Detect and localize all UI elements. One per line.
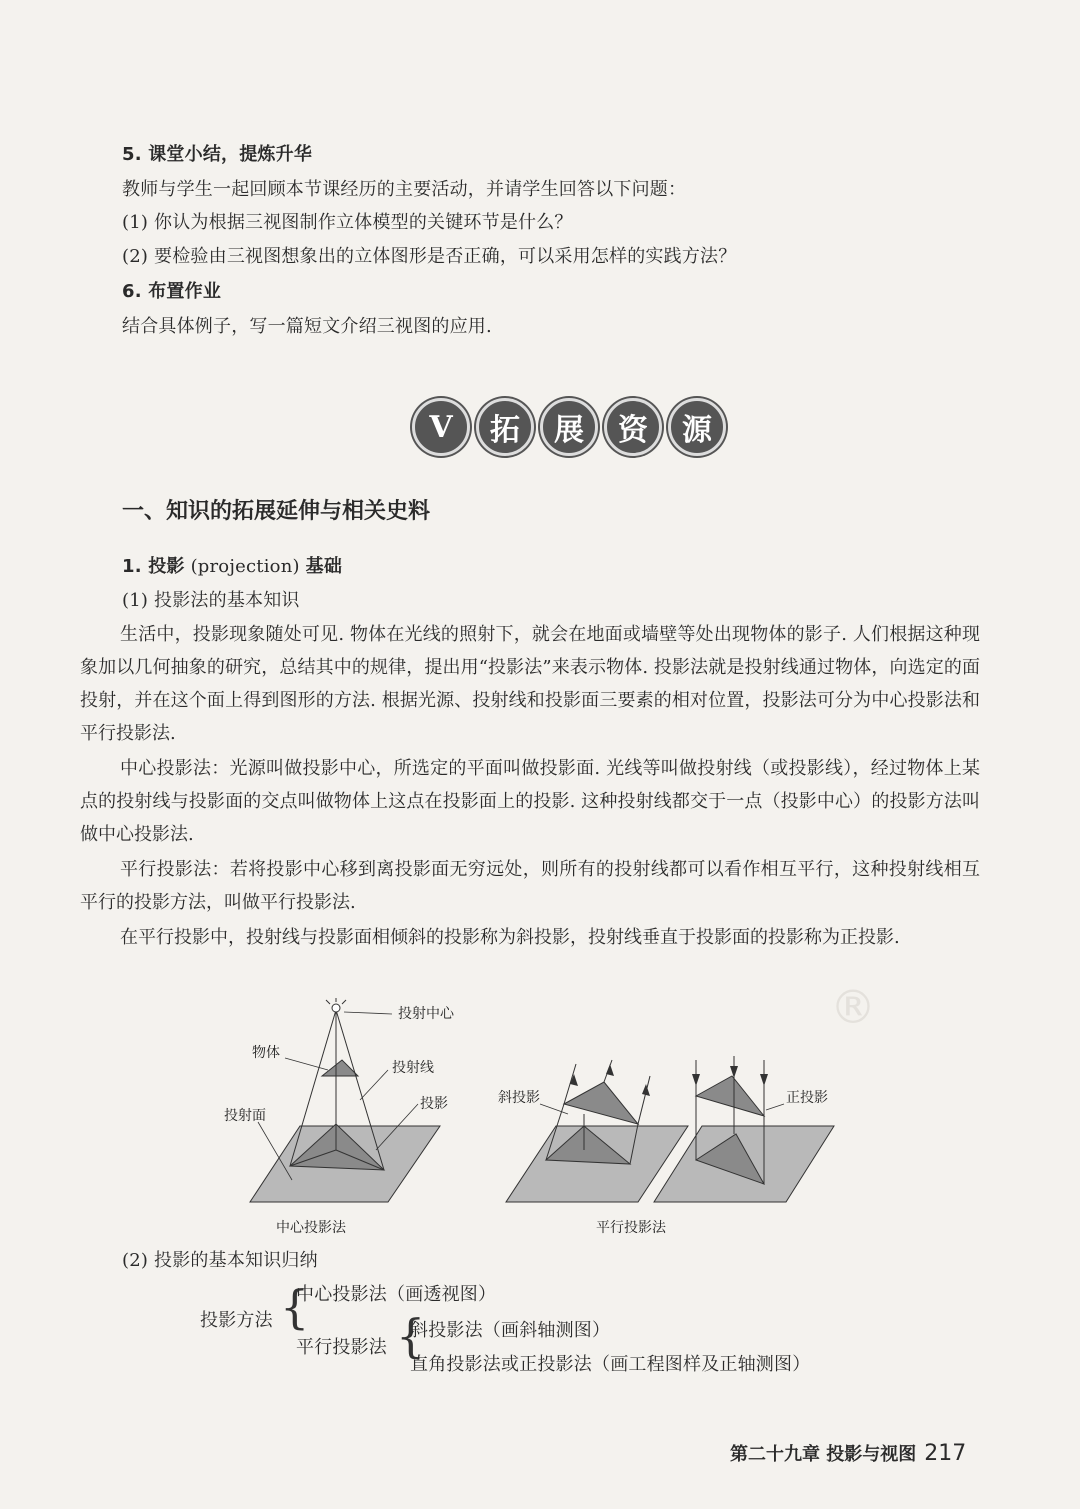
oblique-ray-3 bbox=[638, 1076, 650, 1124]
paragraph-parallel-projection: 平行投影法：若将投影中心移到离投影面无穷远处，则所有的投射线都可以看作相互平行，这种投射线相互平行的投影方法，叫做平行投影法. bbox=[80, 859, 980, 913]
label-projection: 投影 bbox=[420, 1096, 448, 1112]
paragraph-projection-basics: 生活中，投影现象随处可见. 物体在光线的照射下，就会在地面或墙壁等处出现物体的影子. 人们根据这种现象加以几何抽象的研究，总结其中的规律，提出用“投影法”来表示物体. 投影法就是投射线通过物体，向选定的面投射，并在这个面上得到图形的方法. 根据光源、投射线和投影面三要素的相对位置，投影法可分为中心投影法和平行投影法. bbox=[80, 624, 980, 744]
caption-parallel-projection: 平行投影法 bbox=[596, 1220, 666, 1236]
tree-root: 投影方法 bbox=[200, 1310, 273, 1331]
subsection-1-suffix: 基础 bbox=[305, 556, 343, 577]
label-projection-center: 投射中心 bbox=[398, 1006, 454, 1022]
label-object: 物体 bbox=[252, 1045, 280, 1061]
label-projection-plane: 投射面 bbox=[224, 1108, 266, 1124]
section-6-title: 6. 布置作业 bbox=[122, 281, 222, 302]
brace-root: { bbox=[280, 1280, 310, 1334]
question-2: (2) 要检验由三视图想象出的立体图形是否正确，可以采用怎样的实践方法？ bbox=[122, 246, 737, 267]
expansion-resources-banner bbox=[412, 398, 726, 456]
page-footer bbox=[730, 1440, 966, 1466]
registered-mark-watermark: ® bbox=[830, 980, 876, 1034]
section-5-title: 5. 课堂小结，提炼升华 bbox=[122, 144, 313, 165]
tree-oblique-projection: 斜投影法（画斜轴测图） bbox=[410, 1320, 611, 1341]
oblique-object-triangle bbox=[564, 1082, 638, 1124]
projection-figure bbox=[0, 990, 1080, 1245]
tree-orthographic-projection: 直角投影法或正投影法（画工程图样及正轴测图） bbox=[410, 1354, 811, 1375]
label-projection-ray: 投射线 bbox=[392, 1060, 434, 1076]
subsection-1-prefix: 1. 投影 bbox=[122, 556, 185, 577]
tree-parallel-projection: 平行投影法 bbox=[296, 1337, 387, 1358]
subsection-1-title bbox=[122, 552, 342, 578]
tree-central-projection: 中心投影法（画透视图） bbox=[296, 1284, 497, 1305]
section-1-heading: 一、知识的拓展延伸与相关史料 bbox=[122, 499, 431, 524]
brace-parallel: { bbox=[396, 1309, 426, 1363]
label-orthographic-projection: 正投影 bbox=[786, 1090, 828, 1106]
label-oblique-projection: 斜投影 bbox=[498, 1090, 540, 1106]
banner-char-1: 拓 bbox=[476, 398, 534, 456]
summary-title: (2) 投影的基本知识归纳 bbox=[122, 1250, 318, 1271]
page-number: 217 bbox=[924, 1441, 967, 1466]
section-6-text: 结合具体例子，写一篇短文介绍三视图的应用. bbox=[122, 316, 492, 337]
caption-central-projection: 中心投影法 bbox=[276, 1220, 346, 1236]
chapter-title: 第二十九章 投影与视图 bbox=[730, 1444, 917, 1465]
section-5-intro: 教师与学生一起回顾本节课经历的主要活动，并请学生回答以下问题： bbox=[122, 179, 687, 200]
light-source-icon bbox=[332, 1004, 340, 1012]
oblique-projection-diagram bbox=[498, 1060, 688, 1202]
ortho-object-triangle bbox=[696, 1076, 764, 1116]
paragraph-oblique-orthographic: 在平行投影中，投射线与投影面相倾斜的投影称为斜投影，投射线垂直于投影面的投影称为正投影. bbox=[120, 927, 900, 948]
central-object-triangle bbox=[322, 1060, 358, 1076]
subsection-1-1-title: (1) 投影法的基本知识 bbox=[122, 590, 300, 611]
central-projection-diagram bbox=[224, 998, 455, 1236]
banner-char-3: 资 bbox=[604, 398, 662, 456]
banner-char-2: 展 bbox=[540, 398, 598, 456]
question-1: (1) 你认为根据三视图制作立体模型的关键环节是什么？ bbox=[122, 212, 573, 233]
banner-char-roman: V bbox=[412, 398, 470, 456]
paragraph-central-projection: 中心投影法：光源叫做投影中心，所选定的平面叫做投影面. 光线等叫做投射线（或投影线），经过物体上某点的投射线与投影面的交点叫做物体上这点在投影面上的投影. 这种投射线都交于一点（投影中心）的投影方法叫做中心投影法. bbox=[80, 758, 980, 845]
banner-char-4: 源 bbox=[668, 398, 726, 456]
subsection-1-paren: (projection) bbox=[190, 556, 300, 577]
